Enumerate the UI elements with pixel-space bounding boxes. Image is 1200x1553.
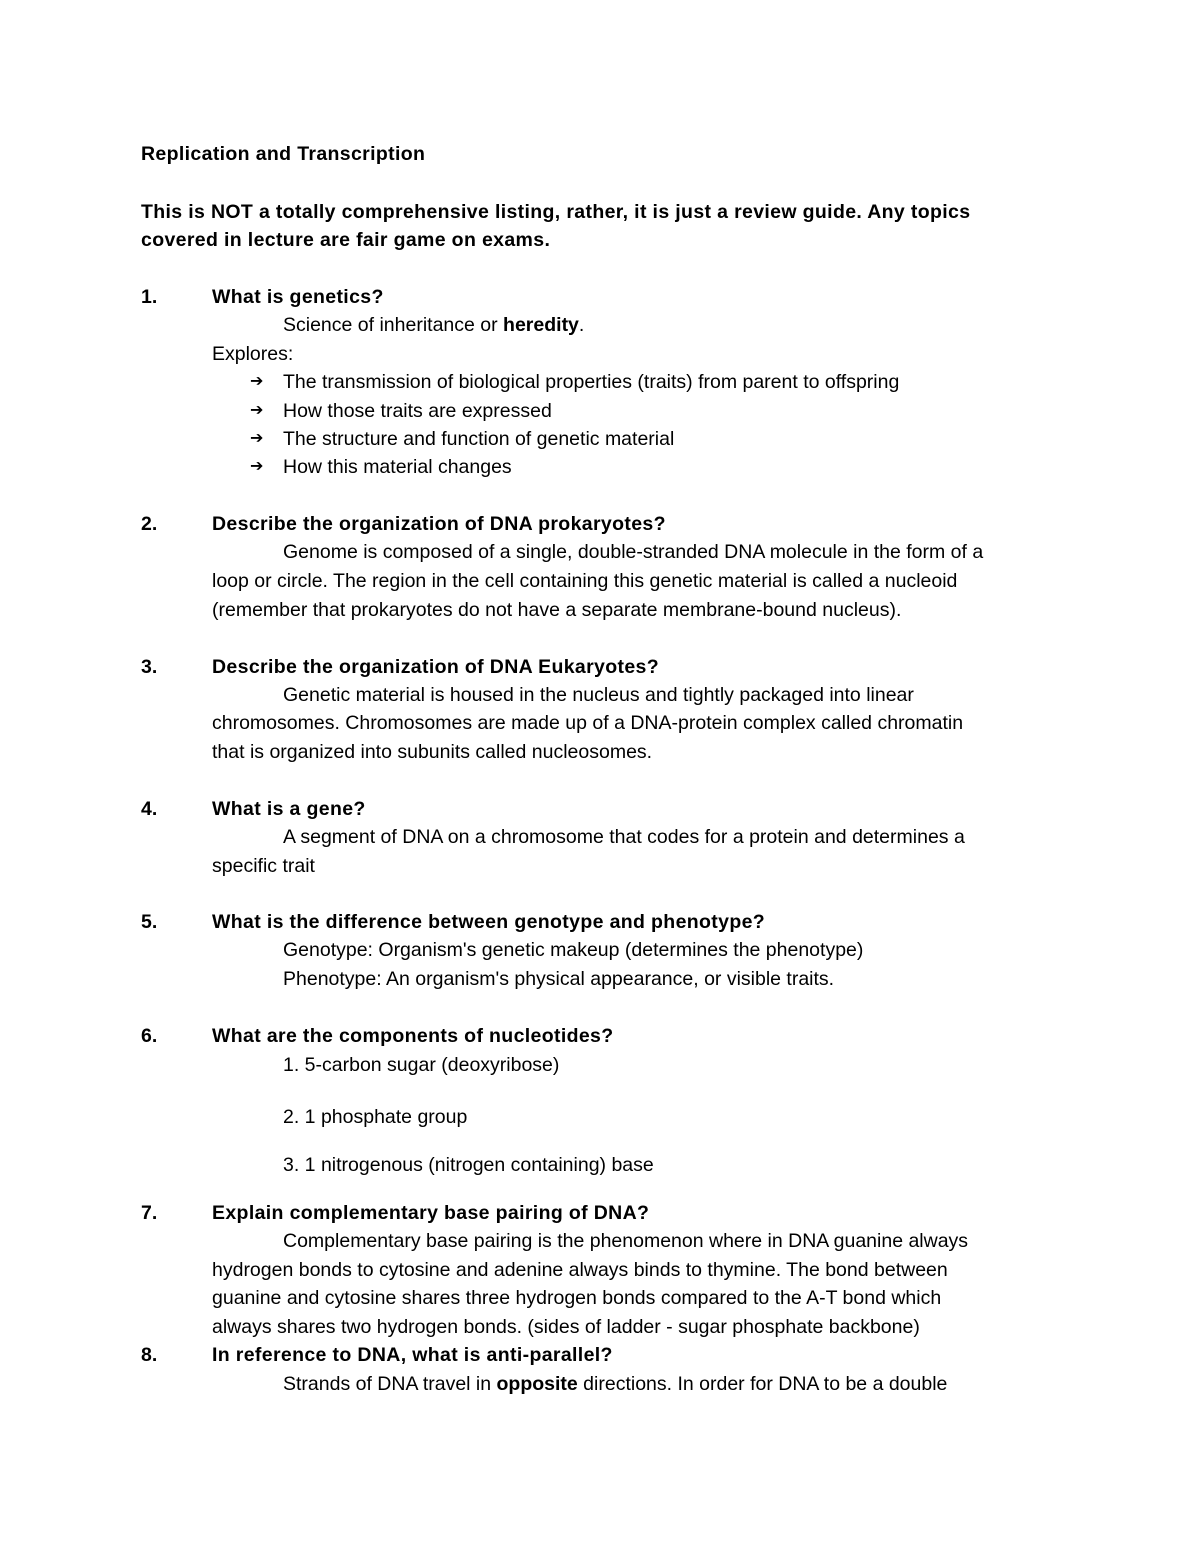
intro-line-2: covered in lecture are fair game on exams. — [141, 229, 551, 251]
answer-line: Complementary base pairing is the phenomenon where in DNA guanine always — [283, 1230, 969, 1252]
question-3-heading: Describe the organization of DNA Eukaryotes? — [212, 656, 660, 678]
question-6-number: 6. — [141, 1025, 158, 1047]
arrow-bullet-icon: ➔ — [250, 430, 264, 447]
question-6-heading: What are the components of nucleotides? — [212, 1025, 614, 1047]
answer-line: specific trait — [212, 855, 315, 877]
list-item: 1. 5-carbon sugar (deoxyribose) — [283, 1054, 560, 1076]
question-1-answer — [283, 311, 584, 339]
answer-line: A segment of DNA on a chromosome that codes for a protein and determines a — [283, 826, 965, 848]
explores-label: Explores: — [212, 343, 294, 365]
question-8-heading: In reference to DNA, what is anti-parallel? — [212, 1344, 613, 1366]
bullet-item: How this material changes — [283, 456, 512, 478]
question-8-answer — [283, 1370, 947, 1398]
question-7-number: 7. — [141, 1202, 158, 1224]
list-item: 2. 1 phosphate group — [283, 1106, 468, 1128]
answer-line: always shares two hydrogen bonds. (sides of ladder - sugar phosphate backbone) — [212, 1316, 920, 1338]
answer-line: chromosomes. Chromosomes are made up of a DNA-protein complex called chromatin — [212, 712, 964, 734]
answer-line: hydrogen bonds to cytosine and adenine always binds to thymine. The bond between — [212, 1259, 948, 1281]
question-5-heading: What is the difference between genotype and phenotype? — [212, 911, 766, 933]
intro-line-1: This is NOT a totally comprehensive listing, rather, it is just a review guide. Any topics — [141, 201, 971, 223]
answer-bold-term: heredity — [503, 314, 579, 336]
answer-text-end: directions. In order for DNA to be a double — [577, 1373, 948, 1395]
arrow-bullet-icon: ➔ — [250, 458, 264, 475]
question-8-number: 8. — [141, 1344, 158, 1366]
answer-text: Strands of DNA travel in — [283, 1373, 497, 1395]
answer-line: Genotype: Organism's genetic makeup (determines the phenotype) — [283, 939, 864, 961]
answer-line: Genetic material is housed in the nucleus and tightly packaged into linear — [283, 684, 914, 706]
answer-line: (remember that prokaryotes do not have a separate membrane-bound nucleus). — [212, 599, 902, 621]
answer-line: guanine and cytosine shares three hydrogen bonds compared to the A-T bond which — [212, 1287, 942, 1309]
question-3-number: 3. — [141, 656, 158, 678]
answer-line: that is organized into subunits called nucleosomes. — [212, 741, 653, 763]
arrow-bullet-icon: ➔ — [250, 402, 264, 419]
question-2-number: 2. — [141, 513, 158, 535]
answer-line: Genome is composed of a single, double-stranded DNA molecule in the form of a — [283, 541, 984, 563]
answer-text: Science of inheritance or — [283, 314, 504, 336]
arrow-bullet-icon: ➔ — [250, 373, 264, 390]
question-1-number: 1. — [141, 286, 158, 308]
question-1-heading: What is genetics? — [212, 286, 384, 308]
question-5-number: 5. — [141, 911, 158, 933]
list-item: 3. 1 nitrogenous (nitrogen containing) base — [283, 1154, 654, 1176]
question-4-heading: What is a gene? — [212, 798, 366, 820]
answer-line: Phenotype: An organism's physical appearance, or visible traits. — [283, 968, 835, 990]
page-title: Replication and Transcription — [141, 143, 426, 165]
answer-bold-term: opposite — [496, 1373, 578, 1395]
bullet-item: How those traits are expressed — [283, 400, 552, 422]
bullet-item: The structure and function of genetic material — [283, 428, 675, 450]
question-4-number: 4. — [141, 798, 158, 820]
bullet-item: The transmission of biological properties (traits) from parent to offspring — [283, 371, 900, 393]
question-7-heading: Explain complementary base pairing of DNA? — [212, 1202, 650, 1224]
answer-line: loop or circle. The region in the cell containing this genetic material is called a nucleoid — [212, 570, 958, 592]
answer-text-end: . — [578, 314, 585, 336]
question-2-heading: Describe the organization of DNA prokaryotes? — [212, 513, 666, 535]
